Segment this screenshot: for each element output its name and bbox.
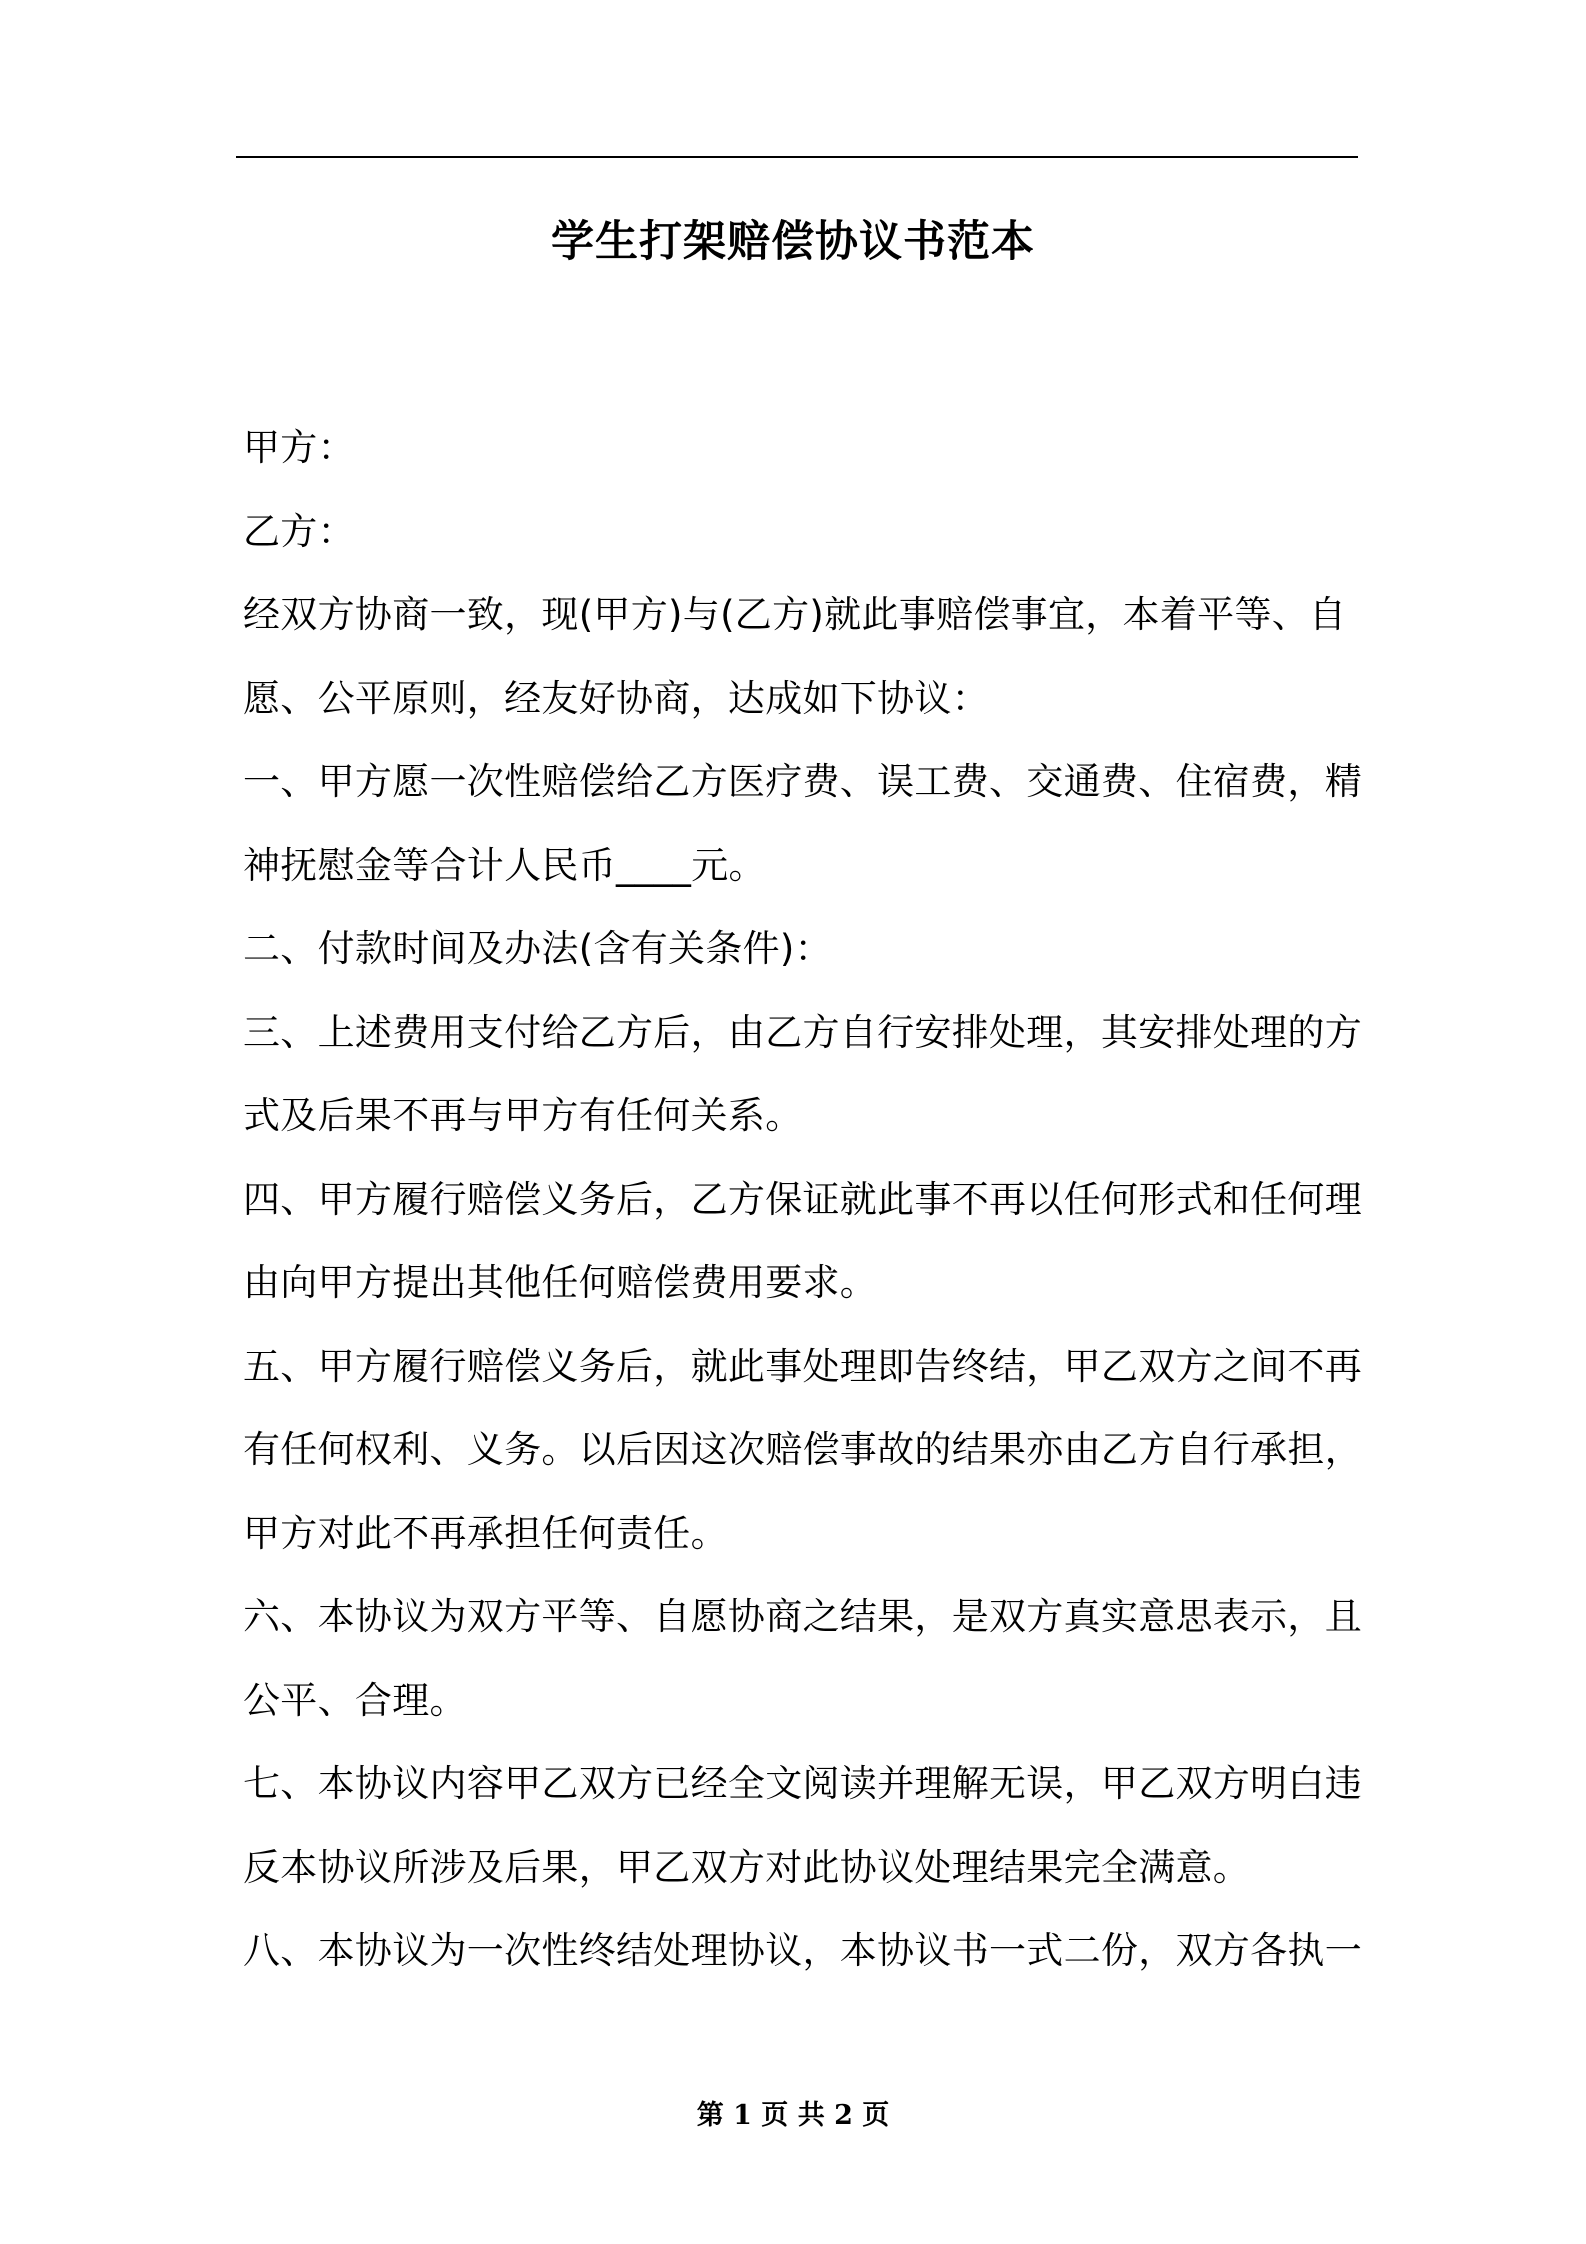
body-line: 公平、合理。 <box>243 1678 467 1722</box>
body-line: 四、甲方履行赔偿义务后，乙方保证就此事不再以任何形式和任何理 <box>243 1177 1362 1221</box>
body-line: 愿、公平原则，经友好协商，达成如下协议： <box>243 676 989 720</box>
body-line: 六、本协议为双方平等、自愿协商之结果，是双方真实意思表示，且 <box>243 1595 1362 1638</box>
page-number: 第 1 页 共 2 页 <box>696 2100 890 2131</box>
body-line: 三、上述费用支付给乙方后，由乙方自行安排处理，其安排处理的方 <box>243 1010 1362 1054</box>
body-line: 反本协议所涉及后果，甲乙双方对此协议处理结果完全满意。 <box>243 1845 1251 1889</box>
document-title: 学生打架赔偿协议书范本 <box>551 217 1035 267</box>
body-line: 五、甲方履行赔偿义务后，就此事处理即告终结，甲乙双方之间不再 <box>243 1344 1362 1388</box>
body-line: 式及后果不再与甲方有任何关系。 <box>243 1094 803 1137</box>
document-body <box>243 406 1362 1993</box>
body-line: 二、付款时间及办法(含有关条件)： <box>243 927 832 970</box>
body-line: 八、本协议为一次性终结处理协议，本协议书一式二份，双方各执一 <box>243 1929 1362 1972</box>
body-line: 有任何权利、义务。以后因这次赔偿事故的结果亦由乙方自行承担， <box>243 1428 1362 1471</box>
party-b-line: 乙方： <box>243 509 355 553</box>
body-line: 七、本协议内容甲乙双方已经全文阅读并理解无误，甲乙双方明白违 <box>243 1762 1362 1805</box>
party-a-line: 甲方： <box>243 426 355 469</box>
header-rule <box>236 156 1358 158</box>
body-line: 神抚慰金等合计人民币____元。 <box>243 843 766 887</box>
body-line: 由向甲方提出其他任何赔偿费用要求。 <box>243 1261 878 1304</box>
body-line: 经双方协商一致，现(甲方)与(乙方)就此事赔偿事宜，本着平等、自 <box>243 593 1347 636</box>
body-line: 甲方对此不再承担任何责任。 <box>243 1511 728 1555</box>
body-line: 一、甲方愿一次性赔偿给乙方医疗费、误工费、交通费、住宿费，精 <box>243 760 1362 803</box>
